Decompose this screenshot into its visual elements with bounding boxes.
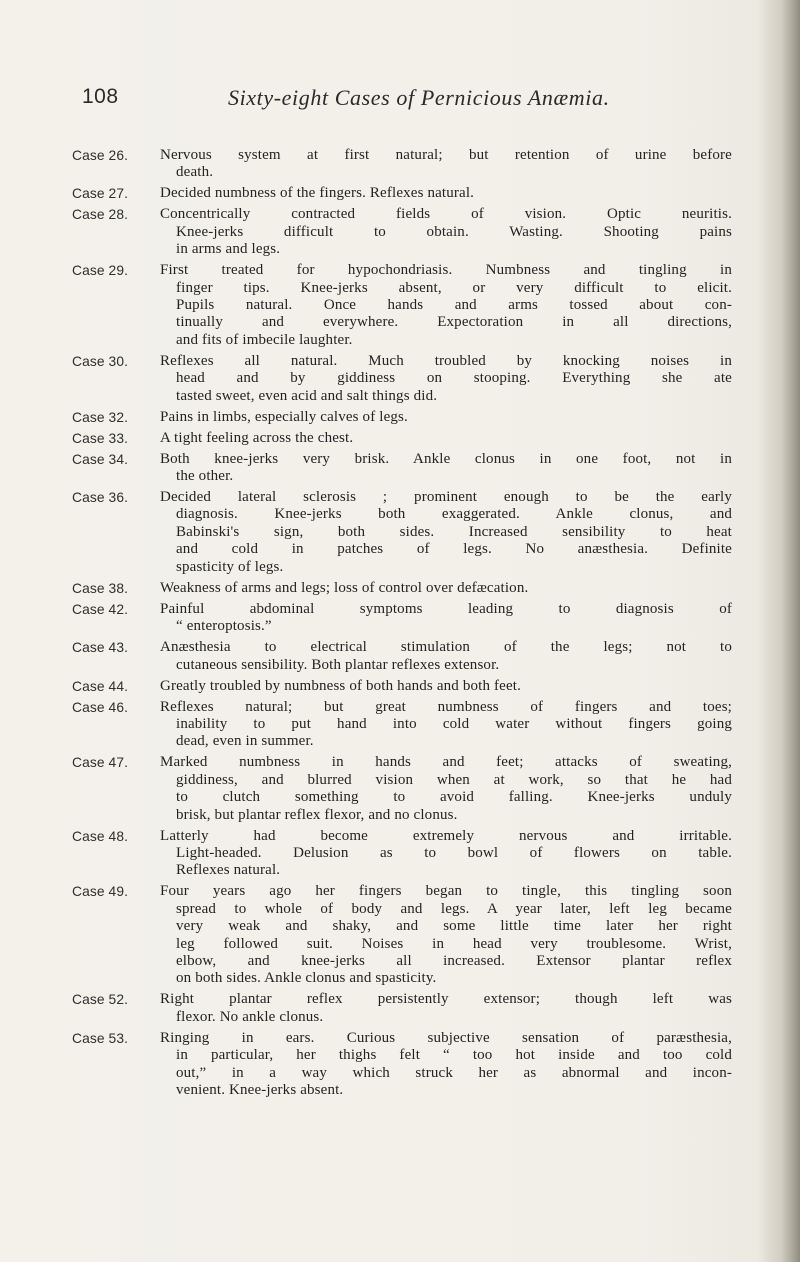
case-text-line: diagnosis. Knee-jerks both exaggerated. Ankle clonus, and bbox=[176, 506, 732, 523]
case-label: Case 44. bbox=[72, 678, 129, 694]
case-text-line: Right plantar reflex persistently extensor; though left was bbox=[160, 991, 732, 1008]
case-list bbox=[72, 147, 732, 1099]
case-text-line: cutaneous sensibility. Both plantar reflexes extensor. bbox=[176, 656, 500, 673]
case-text-line: in arms and legs. bbox=[176, 241, 281, 258]
case-text-line: and fits of imbecile laughter. bbox=[176, 331, 353, 348]
case-description bbox=[160, 883, 732, 987]
page-edge-shadow bbox=[758, 0, 800, 1262]
case-text-line: Four years ago her fingers began to tingle, this tingling soon bbox=[160, 883, 732, 900]
case-text-line: First treated for hypochondriasis. Numbness and tingling in bbox=[160, 262, 732, 279]
case-label: Case 33. bbox=[72, 430, 129, 446]
case-label: Case 28. bbox=[72, 207, 129, 223]
case-text-line: tasted sweet, even acid and salt things did. bbox=[176, 387, 438, 404]
case-description bbox=[160, 430, 732, 447]
case-description bbox=[160, 991, 732, 1026]
case-entry bbox=[72, 991, 732, 1026]
case-text-line: to clutch something to avoid falling. Knee-jerks unduly bbox=[176, 789, 732, 806]
case-description bbox=[160, 639, 732, 674]
case-text-line: “ enteroptosis.” bbox=[176, 618, 272, 635]
case-text-line: Light-headed. Delusion as to bowl of flowers on table. bbox=[176, 844, 732, 861]
case-description bbox=[160, 828, 732, 880]
case-text-line: brisk, but plantar reflex flexor, and no clonus. bbox=[176, 806, 458, 823]
case-entry bbox=[72, 580, 732, 597]
page-header bbox=[82, 85, 702, 117]
case-entry bbox=[72, 754, 732, 824]
case-text-line: out,” in a way which struck her as abnormal and incon- bbox=[176, 1064, 732, 1081]
case-text-line: head and by giddiness on stooping. Everything she ate bbox=[176, 370, 732, 387]
case-entry bbox=[72, 185, 732, 202]
case-description bbox=[160, 147, 732, 182]
case-text-line: flexor. No ankle clonus. bbox=[176, 1008, 324, 1025]
case-label: Case 32. bbox=[72, 409, 129, 425]
case-description bbox=[160, 699, 732, 751]
case-text-line: dead, even in summer. bbox=[176, 733, 314, 750]
case-entry bbox=[72, 883, 732, 987]
case-entry bbox=[72, 262, 732, 349]
case-text-line: on both sides. Ankle clonus and spasticity. bbox=[176, 970, 437, 987]
case-text-line: Greatly troubled by numbness of both hands and both feet. bbox=[160, 677, 521, 694]
case-text-line: Pains in limbs, especially calves of legs. bbox=[160, 408, 408, 425]
case-label: Case 53. bbox=[72, 1030, 129, 1046]
case-text-line: inability to put hand into cold water without fingers going bbox=[176, 715, 732, 732]
case-description bbox=[160, 580, 732, 597]
case-entry bbox=[72, 489, 732, 576]
case-text-line: leg followed suit. Noises in head very troublesome. Wrist, bbox=[176, 935, 732, 952]
case-entry bbox=[72, 451, 732, 486]
case-text-line: Weakness of arms and legs; loss of control over defæcation. bbox=[160, 579, 529, 596]
case-entry bbox=[72, 206, 732, 258]
case-entry bbox=[72, 699, 732, 751]
case-text-line: death. bbox=[176, 164, 214, 181]
case-description bbox=[160, 262, 732, 349]
case-text-line: very weak and shaky, and some little time later her right bbox=[176, 918, 732, 935]
case-description bbox=[160, 451, 732, 486]
case-label: Case 42. bbox=[72, 601, 129, 617]
case-description bbox=[160, 206, 732, 258]
page-number: 108 bbox=[82, 85, 119, 108]
case-description bbox=[160, 754, 732, 824]
case-text-line: tinually and everywhere. Expectoration in all directions, bbox=[176, 314, 732, 331]
case-text-line: and cold in patches of legs. No anæsthesia. Definite bbox=[176, 541, 732, 558]
case-label: Case 38. bbox=[72, 580, 129, 596]
case-text-line: Decided lateral sclerosis ; prominent enough to be the early bbox=[160, 489, 732, 506]
case-text-line: Concentrically contracted fields of vision. Optic neuritis. bbox=[160, 206, 732, 223]
case-text-line: Knee-jerks difficult to obtain. Wasting. Shooting pains bbox=[176, 223, 732, 240]
case-text-line: Painful abdominal symptoms leading to diagnosis of bbox=[160, 600, 732, 617]
case-entry bbox=[72, 678, 732, 695]
case-text-line: A tight feeling across the chest. bbox=[160, 429, 354, 446]
case-label: Case 26. bbox=[72, 148, 129, 163]
case-description bbox=[160, 185, 732, 202]
case-label: Case 46. bbox=[72, 699, 129, 715]
case-description bbox=[160, 1030, 732, 1100]
case-text-line: Marked numbness in hands and feet; attacks of sweating, bbox=[160, 754, 732, 771]
case-text-line: Pupils natural. Once hands and arms tossed about con- bbox=[176, 297, 732, 314]
case-description bbox=[160, 353, 732, 405]
running-title: Sixty-eight Cases of Pernicious Anæmia. bbox=[228, 85, 610, 110]
case-text-line: giddiness, and blurred vision when at work, so that he had bbox=[176, 771, 732, 788]
case-entry bbox=[72, 430, 732, 447]
case-entry bbox=[72, 353, 732, 405]
case-text-line: spasticity of legs. bbox=[176, 558, 284, 575]
case-text-line: elbow, and knee-jerks all increased. Extensor plantar reflex bbox=[176, 952, 732, 969]
case-text-line: Reflexes natural; but great numbness of fingers and toes; bbox=[160, 698, 732, 715]
case-text-line: Latterly had become extremely nervous and irritable. bbox=[160, 827, 732, 844]
case-description bbox=[160, 601, 732, 636]
case-label: Case 27. bbox=[72, 186, 129, 202]
case-description bbox=[160, 678, 732, 695]
case-entry bbox=[72, 409, 732, 426]
case-text-line: Anæsthesia to electrical stimulation of the legs; not to bbox=[160, 639, 732, 656]
case-text-line: Nervous system at first natural; but retention of urine before bbox=[160, 147, 732, 163]
case-text-line: Both knee-jerks very brisk. Ankle clonus in one foot, not in bbox=[160, 450, 732, 467]
case-entry bbox=[72, 828, 732, 880]
case-text-line: Decided numbness of the fingers. Reflexes natural. bbox=[160, 185, 475, 202]
case-text-line: spread to whole of body and legs. A year later, left leg became bbox=[176, 900, 732, 917]
case-text-line: Ringing in ears. Curious subjective sensation of paræsthesia, bbox=[160, 1029, 732, 1046]
case-label: Case 34. bbox=[72, 451, 129, 467]
case-label: Case 49. bbox=[72, 884, 129, 900]
case-description bbox=[160, 489, 732, 576]
case-entry bbox=[72, 147, 732, 182]
case-text-line: Reflexes natural. bbox=[176, 862, 281, 879]
case-entry bbox=[72, 601, 732, 636]
case-entry bbox=[72, 1030, 732, 1100]
case-label: Case 36. bbox=[72, 490, 129, 506]
case-text-line: in particular, her thighs felt “ too hot inside and too cold bbox=[176, 1047, 732, 1064]
case-text-line: venient. Knee-jerks absent. bbox=[176, 1082, 344, 1098]
case-text-line: Babinski's sign, both sides. Increased sensibility to heat bbox=[176, 523, 732, 540]
case-entry bbox=[72, 639, 732, 674]
case-label: Case 43. bbox=[72, 640, 129, 656]
case-label: Case 52. bbox=[72, 992, 129, 1008]
case-label: Case 29. bbox=[72, 263, 129, 279]
case-label: Case 30. bbox=[72, 353, 129, 369]
case-label: Case 47. bbox=[72, 755, 129, 771]
case-text-line: the other. bbox=[176, 468, 234, 485]
case-label: Case 48. bbox=[72, 828, 129, 844]
case-text-line: Reflexes all natural. Much troubled by knocking noises in bbox=[160, 352, 732, 369]
case-description bbox=[160, 409, 732, 426]
case-text-line: finger tips. Knee-jerks absent, or very difficult to elicit. bbox=[176, 279, 732, 296]
